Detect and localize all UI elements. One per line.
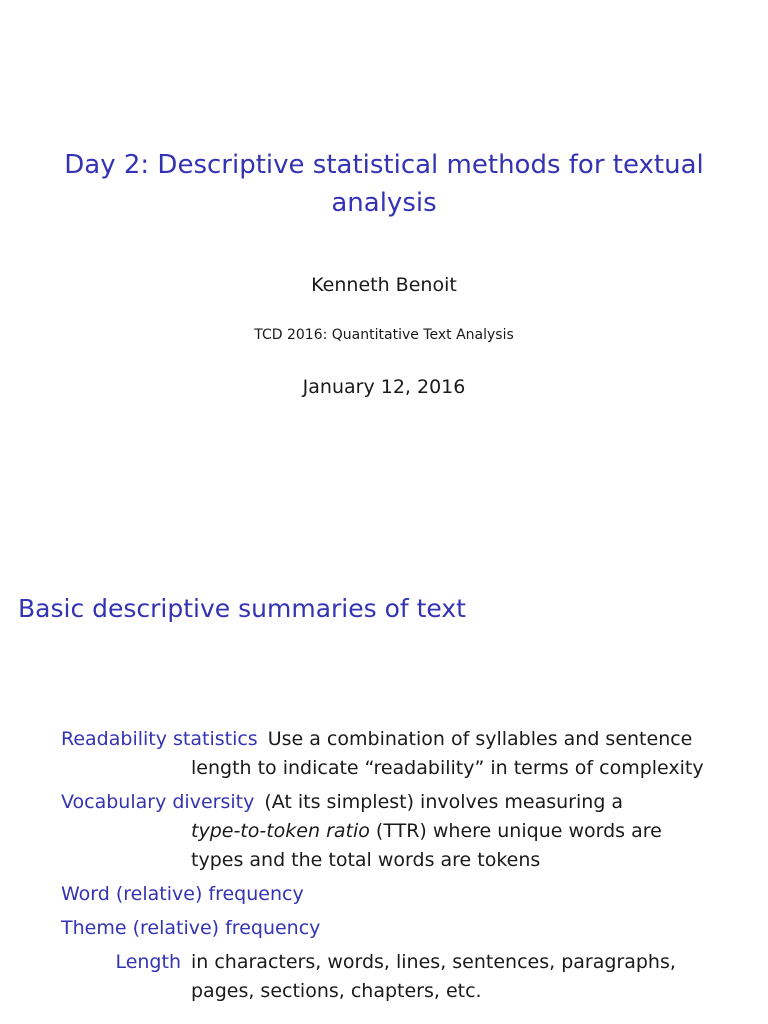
definition-readability-line-1: Use a combination of syllables and sentence (267, 728, 693, 750)
term-word-frequency: Word (relative) frequency (61, 883, 304, 905)
presentation-date: January 12, 2016 (302, 376, 466, 398)
term-length: Length (115, 951, 181, 973)
content-slide (0, 512, 768, 1024)
frame-title: Basic descriptive summaries of text (18, 594, 466, 623)
list-item-vocabulary-diversity (0, 788, 768, 875)
definition-vocabulary-line-2 (0, 817, 768, 846)
definition-vocabulary-line-2-rest: (TTR) where unique words are (369, 820, 662, 842)
term-theme-frequency: Theme (relative) frequency (61, 917, 321, 939)
list-item-word-frequency (0, 880, 768, 909)
definition-length-line-2: pages, sections, chapters, etc. (191, 980, 482, 1002)
definition-length-line-1: in characters, words, lines, sentences, paragraphs, (191, 951, 676, 973)
definition-readability-line-2: length to indicate “readability” in terms of complexity (191, 757, 704, 779)
ttr-emphasis: type-to-token ratio (191, 820, 370, 842)
institute: TCD 2016: Quantitative Text Analysis (254, 327, 514, 343)
slide-title-line-1: Day 2: Descriptive statistical methods for textual (64, 150, 704, 180)
definition-vocabulary-line-3: types and the total words are tokens (191, 849, 541, 871)
description-list (0, 725, 768, 1006)
slide-title (0, 146, 768, 222)
list-item-theme-frequency (0, 914, 768, 943)
author-name: Kenneth Benoit (311, 274, 457, 296)
term-readability-statistics: Readability statistics (61, 728, 258, 750)
list-item-readability (0, 725, 768, 783)
list-item-length (0, 948, 768, 1006)
term-vocabulary-diversity: Vocabulary diversity (61, 791, 255, 813)
definition-vocabulary-line-1: (At its simplest) involves measuring a (264, 791, 624, 813)
slide-title-line-2: analysis (331, 188, 437, 218)
